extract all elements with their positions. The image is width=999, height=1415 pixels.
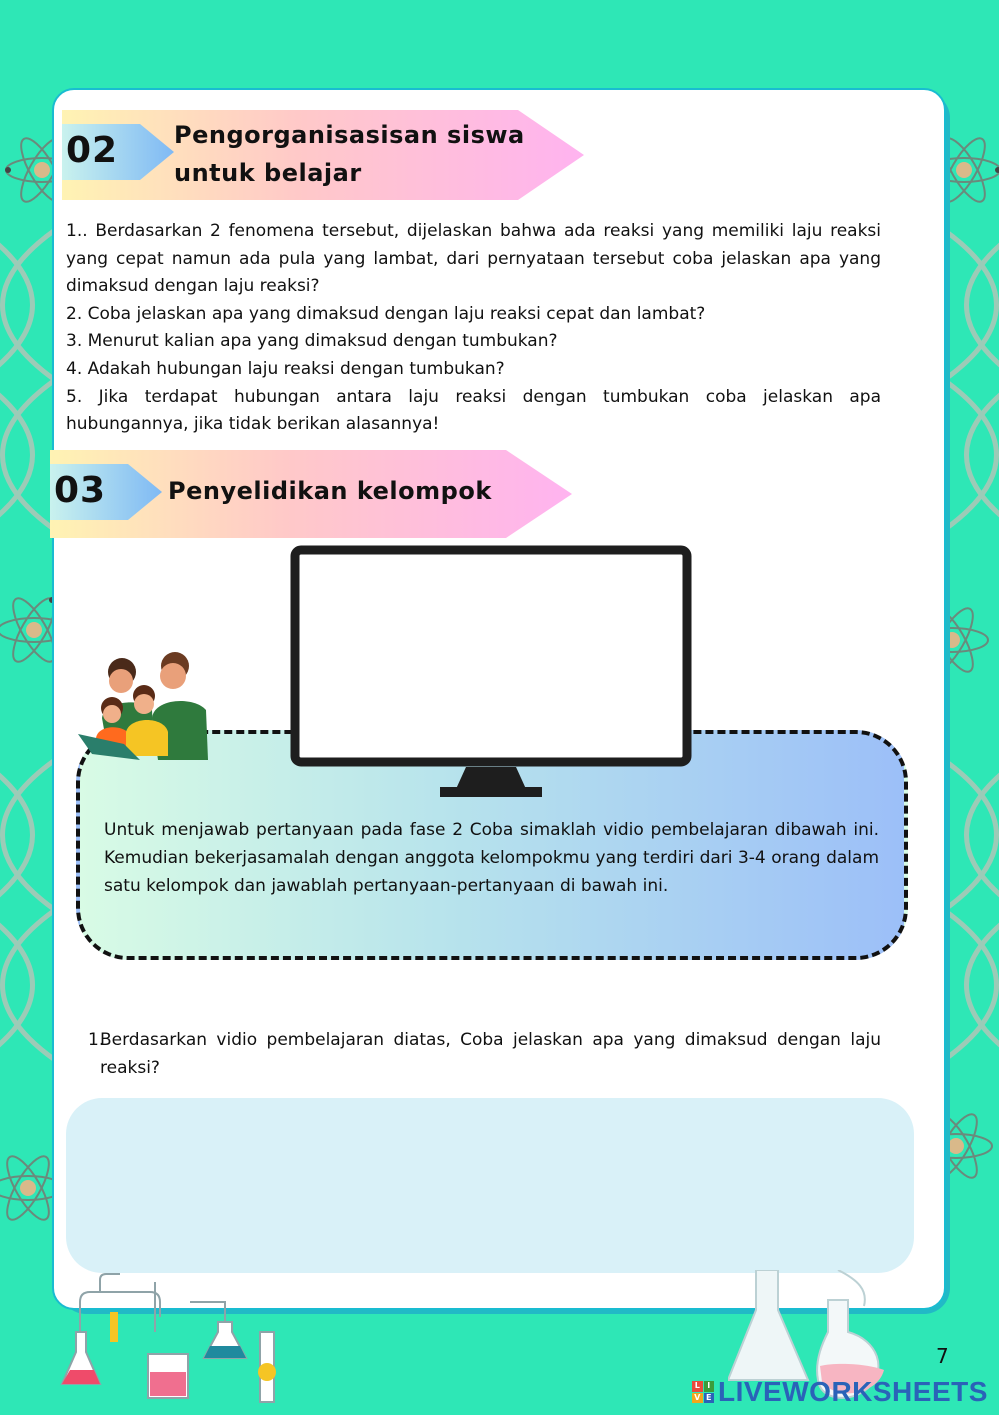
question-4: 4. Adakah hubungan laju reaksi dengan tumbukan? [66,358,505,379]
question-list [66,218,881,439]
video-question [88,1026,881,1082]
video-monitor-icon[interactable] [290,545,692,801]
section-number: 02 [66,130,119,171]
family-reading-icon [74,648,214,768]
page-number: 7 [936,1344,949,1368]
brand-name: LIVEWORKSHEETS [718,1376,988,1407]
section-title: Penyelidikan kelompok [168,477,492,505]
question-1: 1.. Berdasarkan 2 fenomena tersebut, dijelaskan bahwa ada reaksi yang memiliki laju reaksi yang cepat namun ada pula yang lambat, dari pernyataan tersebut coba jelaskan apa yang dimaksud dengan laju reaksi? [66,221,881,297]
section-title-line-1: Pengorganisasisan siswa [174,121,525,149]
video-question-text: Berdasarkan vidio pembelajaran diatas, Coba jelaskan apa yang dimaksud dengan laju reaksi? [100,1030,881,1078]
question-3: 3. Menurut kalian apa yang dimaksud dengan tumbukan? [66,331,558,352]
question-5: 5. Jika terdapat hubungan antara laju reaksi dengan tumbukan coba jelaskan apa hubungannya, jika tidak berikan alasannya! [66,386,881,435]
instruction-text: Untuk menjawab pertanyaan pada fase 2 Coba simaklah vidio pembelajaran dibawah ini. Kemudian bekerjasamalah dengan anggota kelompokmu yang terdiri dari 3-4 orang dalam satu kelompok dan jawablah pertanyaan-pertanyaan di bawah ini. [104,820,879,896]
lab-glassware-left-icon [60,1272,300,1412]
video-question-number: 1. [88,1030,105,1050]
question-2: 2. Coba jelaskan apa yang dimaksud dengan laju reaksi cepat dan lambat? [66,303,706,324]
logo-badge-icon: L I V E [692,1381,714,1403]
section-title-line-2: untuk belajar [174,159,362,187]
section-number: 03 [54,470,107,511]
section-3-banner [50,450,574,540]
liveworksheets-logo [692,1374,988,1410]
section-2-banner [62,110,586,200]
answer-textarea[interactable] [66,1098,914,1273]
